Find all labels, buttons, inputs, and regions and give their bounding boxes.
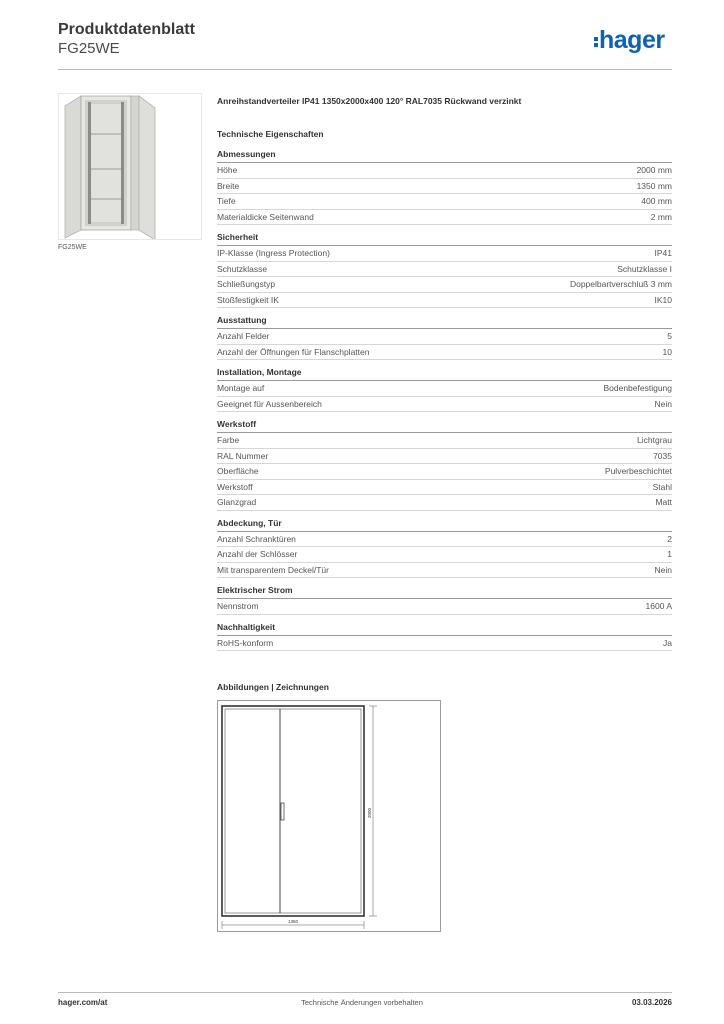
spec-value: Doppelbartverschluß 3 mm [569,279,672,289]
spec-row [217,449,672,465]
spec-label: Breite [217,180,240,191]
spec-label: IP-Klasse (Ingress Protection) [217,248,330,258]
footer-date: 03.03.2026 [631,998,672,1007]
spec-label: Anzahl Felder [217,331,270,341]
spec-value: Ja [663,637,672,648]
spec-row [217,277,672,293]
spec-row [217,163,672,179]
spec-row [217,636,672,652]
spec-label: Oberfläche [217,466,259,476]
spec-label: Schließungstyp [217,279,276,289]
group-title: Abmessungen [217,149,672,163]
spec-label: Montage auf [217,383,265,393]
group-title: Werkstoff [217,419,672,433]
spec-row [217,194,672,210]
spec-value: Schutzklasse I [617,263,672,274]
group-sustainability [217,622,672,652]
spec-label: Anzahl Schranktüren [217,533,296,544]
spec-label: Höhe [217,165,238,175]
spec-label: Geeignet für Aussenbereich [217,398,322,409]
spec-value: IK10 [654,294,672,305]
spec-row [217,563,672,579]
spec-row [217,547,672,563]
group-material [217,419,672,511]
spec-row [217,329,672,345]
spec-row [217,381,672,397]
spec-value: 1600 A [645,601,672,611]
group-title: Nachhaltigkeit [217,622,672,636]
group-title: Abdeckung, Tür [217,518,672,532]
spec-value: Pulverbeschichtet [604,466,672,476]
group-cover-door [217,518,672,579]
spec-label: RAL Nummer [217,450,269,461]
spec-value: Nein [654,564,672,575]
footer-divider [58,992,672,993]
logo-text: hager [599,26,665,54]
group-dimensions [217,149,672,225]
spec-row [217,345,672,361]
product-code: FG25WE [58,40,120,57]
drawing-box [217,700,441,932]
spec-value: 400 mm [641,196,672,206]
footer-website[interactable]: hager.com/at [58,998,108,1007]
spec-label: Anzahl der Schlösser [217,549,298,559]
spec-row [217,397,672,413]
spec-value: 1350 mm [636,180,672,191]
spec-label: Farbe [217,435,240,445]
product-photo [58,93,202,240]
spec-value: Lichtgrau [637,435,672,445]
spec-row [217,464,672,480]
spec-value: 10 [662,346,672,357]
spec-value: Bodenbefestigung [603,383,672,393]
spec-value: Stahl [652,481,672,492]
spec-row [217,495,672,511]
spec-label: Schutzklasse [217,263,268,274]
spec-row [217,210,672,226]
spec-value: Matt [655,497,672,507]
spec-area [217,96,672,651]
spec-label: Werkstoff [217,481,253,492]
spec-value: 2 [667,533,672,544]
group-installation [217,367,672,412]
spec-value: IP41 [654,248,672,258]
spec-value: 1 [667,549,672,559]
spec-row [217,433,672,449]
cabinet-front-drawing [218,701,440,931]
spec-value: 2 mm [650,211,672,222]
spec-label: Stoßfestigkeit IK [217,294,279,305]
group-equipment [217,315,672,360]
group-title: Installation, Montage [217,367,672,381]
footer-disclaimer: Technische Änderungen vorbehalten [301,998,423,1007]
hager-logo [594,26,665,55]
spec-label: Tiefe [217,196,236,206]
spec-row [217,480,672,496]
cabinet-photo-image [59,94,201,239]
photo-caption: FG25WE [58,244,87,251]
spec-value: 7035 [653,450,672,461]
spec-row [217,246,672,262]
technical-heading: Technische Eigenschaften [217,129,324,139]
width-dimension-label: 1350 [287,919,299,924]
spec-label: Materialdicke Seitenwand [217,211,314,222]
spec-label: Glanzgrad [217,497,257,507]
height-dimension-label: 2000 [367,807,372,819]
group-safety [217,232,672,308]
spec-row [217,293,672,309]
spec-label: RoHS-konform [217,637,274,648]
spec-row [217,262,672,278]
spec-value: 5 [667,331,672,341]
spec-label: Nennstrom [217,601,259,611]
page-title: Produktdatenblatt [58,21,195,38]
spec-value: Nein [654,398,672,409]
group-title: Elektrischer Strom [217,585,672,599]
spec-label: Mit transparentem Deckel/Tür [217,564,329,575]
spec-label: Anzahl der Öffnungen für Flanschplatten [217,346,370,357]
group-electrical [217,585,672,615]
spec-row [217,532,672,548]
spec-value: 2000 mm [636,165,672,175]
header-divider [58,69,672,70]
product-description: Anreihstandverteiler IP41 1350x2000x400 120° RAL7035 Rückwand verzinkt [217,96,522,106]
spec-row [217,599,672,615]
spec-row [217,179,672,195]
group-title: Sicherheit [217,232,672,246]
drawings-heading: Abbildungen | Zeichnungen [217,682,329,692]
group-title: Ausstattung [217,315,672,329]
